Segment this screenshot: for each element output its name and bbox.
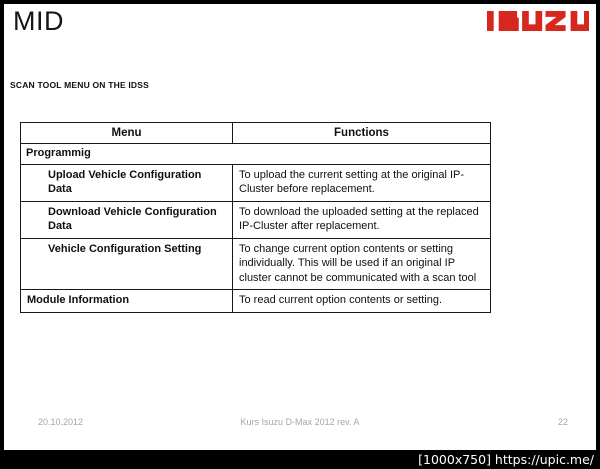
table-row-module-info	[21, 290, 491, 313]
menu-item-label: Module Information	[21, 290, 233, 313]
footer-course-title: Kurs Isuzu D-Max 2012 rev. A	[240, 417, 360, 427]
section-heading: SCAN TOOL MENU ON THE IDSS	[10, 80, 150, 90]
function-description: To upload the current setting at the original IP-Cluster before replacement.	[233, 164, 491, 201]
slide-title: MID	[13, 6, 64, 36]
column-header-functions: Functions	[233, 123, 491, 144]
menu-item-label: Upload Vehicle Configuration Data	[21, 164, 233, 201]
table-row-setting	[21, 238, 491, 290]
menu-item-label: Vehicle Configuration Setting	[21, 238, 233, 290]
watermark-bar	[0, 450, 600, 469]
column-header-menu: Menu	[21, 123, 233, 144]
footer-date: 20.10.2012	[38, 417, 84, 427]
table-row-download	[21, 201, 491, 238]
slide	[4, 4, 596, 450]
scan-tool-menu-table	[20, 122, 491, 313]
slide-footer	[4, 417, 596, 427]
menu-group-label: Programmig	[21, 144, 491, 165]
table-header-row	[21, 123, 491, 144]
isuzu-logo-icon	[487, 11, 589, 31]
function-description: To download the uploaded setting at the replaced IP-Cluster after replacement.	[233, 201, 491, 238]
function-description: To change current option contents or setting individually. This will be used if an original IP cluster cannot be communicated with a scan tool	[233, 238, 491, 290]
table-row-upload	[21, 164, 491, 201]
table-row-programmig	[21, 144, 491, 165]
menu-item-label: Download Vehicle Configuration Data	[21, 201, 233, 238]
function-description: To read current option contents or setting.	[233, 290, 491, 313]
watermark-text: [1000x750] https://upic.me/	[418, 452, 594, 467]
footer-page-number: 22	[557, 417, 568, 427]
